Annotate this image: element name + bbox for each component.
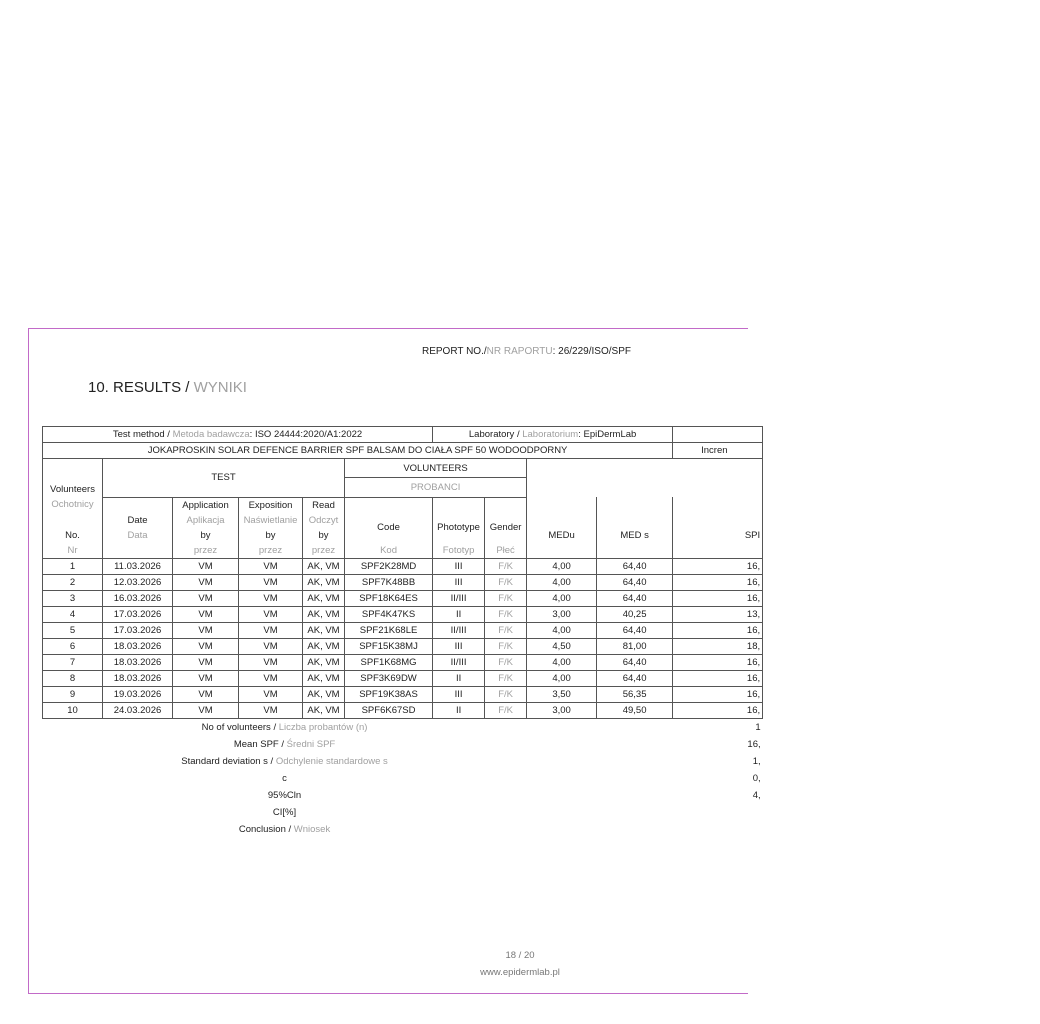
row-date: 11.03.2026 [103, 558, 173, 574]
row-date: 18.03.2026 [103, 670, 173, 686]
summary-row [43, 753, 763, 770]
row-application: VM [173, 638, 239, 654]
medu-header: MEDu [527, 513, 597, 559]
row-exposition: VM [239, 654, 303, 670]
row-code: SPF3K69DW [345, 670, 433, 686]
date-header-pl: Data [103, 528, 173, 543]
row-no: 7 [43, 654, 103, 670]
row-spf: 16, [673, 654, 763, 670]
row-no: 2 [43, 574, 103, 590]
row-gender: F/K [485, 638, 527, 654]
row-code: SPF2K28MD [345, 558, 433, 574]
report-number: REPORT NO./NR RAPORTU: 26/229/ISO/SPF [422, 346, 631, 357]
row-phototype: III [433, 638, 485, 654]
row-application: VM [173, 606, 239, 622]
website: www.epidermlab.pl [480, 967, 560, 978]
summary-label: CI[%] [272, 806, 297, 818]
row-spf: 18, [673, 638, 763, 654]
row-read: AK, VM [303, 558, 345, 574]
volunteers-group-header-pl: PROBANCI [345, 478, 527, 497]
row-meds: 64,40 [597, 622, 673, 638]
row-read: AK, VM [303, 606, 345, 622]
row-date: 18.03.2026 [103, 654, 173, 670]
row-code: SPF18K64ES [345, 590, 433, 606]
application-header-pl: Aplikacja [173, 513, 239, 528]
no-header-pl: Nr [43, 543, 103, 559]
application-by-pl: przez [173, 543, 239, 559]
row-gender: F/K [485, 574, 527, 590]
row-spf: 16, [673, 702, 763, 718]
date-header: Date [103, 513, 173, 528]
row-no: 4 [43, 606, 103, 622]
row-date: 19.03.2026 [103, 686, 173, 702]
gender-header: Gender [485, 513, 527, 543]
code-header-pl: Kod [345, 543, 433, 559]
row-meds: 40,25 [597, 606, 673, 622]
exposition-by-pl: przez [239, 543, 303, 559]
table-row [43, 654, 763, 670]
summary-value: 16, [747, 738, 761, 750]
row-exposition: VM [239, 702, 303, 718]
summary-row [43, 804, 763, 821]
meds-header: MED s [597, 513, 673, 559]
row-medu: 3,50 [527, 686, 597, 702]
row-date: 24.03.2026 [103, 702, 173, 718]
row-meds: 64,40 [597, 558, 673, 574]
row-phototype: III [433, 558, 485, 574]
row-read: AK, VM [303, 638, 345, 654]
row-meds: 64,40 [597, 590, 673, 606]
row-date: 16.03.2026 [103, 590, 173, 606]
row-application: VM [173, 670, 239, 686]
application-header: Application [173, 497, 239, 513]
row-application: VM [173, 686, 239, 702]
table-row [43, 590, 763, 606]
row-meds: 64,40 [597, 670, 673, 686]
row-read: AK, VM [303, 670, 345, 686]
row-application: VM [173, 702, 239, 718]
row-read: AK, VM [303, 574, 345, 590]
read-by: by [303, 528, 345, 543]
row-medu: 4,00 [527, 654, 597, 670]
table-row [43, 686, 763, 702]
row-read: AK, VM [303, 702, 345, 718]
table-row [43, 702, 763, 718]
row-code: SPF1K68MG [345, 654, 433, 670]
row-phototype: II/III [433, 622, 485, 638]
summary-value [673, 821, 763, 838]
table-row [43, 606, 763, 622]
summary-row [43, 770, 763, 787]
row-read: AK, VM [303, 622, 345, 638]
summary-value: 0, [752, 772, 761, 784]
increment-header: Incren [673, 443, 763, 459]
row-phototype: II [433, 702, 485, 718]
row-spf: 16, [673, 558, 763, 574]
row-gender: F/K [485, 622, 527, 638]
row-code: SPF15K38MJ [345, 638, 433, 654]
summary-value: 1 [755, 721, 761, 733]
row-application: VM [173, 558, 239, 574]
row-phototype: III [433, 686, 485, 702]
row-exposition: VM [239, 574, 303, 590]
row-read: AK, VM [303, 654, 345, 670]
summary-row [43, 736, 763, 753]
row-medu: 4,00 [527, 590, 597, 606]
row-spf: 16, [673, 574, 763, 590]
row-exposition: VM [239, 638, 303, 654]
row-gender: F/K [485, 670, 527, 686]
row-exposition: VM [239, 590, 303, 606]
row-gender: F/K [485, 558, 527, 574]
code-header: Code [345, 513, 433, 543]
row-no: 8 [43, 670, 103, 686]
read-by-pl: przez [303, 543, 345, 559]
test-method: Test method / Metoda badawcza: ISO 24444:2020/A1:2022 [43, 427, 433, 443]
row-exposition: VM [239, 622, 303, 638]
row-spf: 16, [673, 622, 763, 638]
table-row [43, 558, 763, 574]
section-title: 10. RESULTS / WYNIKI [88, 379, 247, 396]
laboratory: Laboratory / Laboratorium: EpiDermLab [433, 427, 673, 443]
summary-label: No of volunteers / Liczba probantów (n) [201, 721, 368, 733]
volunteers-group-header: VOLUNTEERS [345, 459, 527, 478]
row-gender: F/K [485, 590, 527, 606]
no-header: No. [43, 528, 103, 543]
row-no: 5 [43, 622, 103, 638]
row-meds: 49,50 [597, 702, 673, 718]
row-gender: F/K [485, 702, 527, 718]
exposition-header-pl: Naświetlanie [239, 513, 303, 528]
row-medu: 4,00 [527, 622, 597, 638]
row-exposition: VM [239, 670, 303, 686]
summary-row [43, 718, 763, 736]
row-medu: 4,50 [527, 638, 597, 654]
test-header: TEST [103, 459, 345, 498]
row-code: SPF4K47KS [345, 606, 433, 622]
row-spf: 13, [673, 606, 763, 622]
row-meds: 81,00 [597, 638, 673, 654]
row-read: AK, VM [303, 686, 345, 702]
row-no: 1 [43, 558, 103, 574]
row-date: 12.03.2026 [103, 574, 173, 590]
row-phototype: II/III [433, 590, 485, 606]
exposition-header: Exposition [239, 497, 303, 513]
application-by: by [173, 528, 239, 543]
row-gender: F/K [485, 686, 527, 702]
row-meds: 64,40 [597, 574, 673, 590]
row-code: SPF21K68LE [345, 622, 433, 638]
row-application: VM [173, 590, 239, 606]
row-spf: 16, [673, 686, 763, 702]
row-medu: 4,00 [527, 670, 597, 686]
row-code: SPF19K38AS [345, 686, 433, 702]
row-date: 18.03.2026 [103, 638, 173, 654]
summary-value: 1, [752, 755, 761, 767]
row-phototype: II [433, 670, 485, 686]
row-meds: 64,40 [597, 654, 673, 670]
row-exposition: VM [239, 606, 303, 622]
phototype-header: Phototype [433, 513, 485, 543]
summary-value [673, 804, 763, 821]
row-gender: F/K [485, 654, 527, 670]
summary-row [43, 821, 763, 838]
row-code: SPF7K48BB [345, 574, 433, 590]
summary-label: 95%Cln [267, 789, 302, 801]
spf-header: SPI [673, 513, 763, 559]
read-header-pl: Odczyt [303, 513, 345, 528]
row-medu: 4,00 [527, 558, 597, 574]
row-spf: 16, [673, 590, 763, 606]
exposition-by: by [239, 528, 303, 543]
product-name: JOKAPROSKIN SOLAR DEFENCE BARRIER SPF BALSAM DO CIAŁA SPF 50 WODOODPORNY [43, 443, 673, 459]
row-exposition: VM [239, 558, 303, 574]
table-row [43, 670, 763, 686]
row-phototype: III [433, 574, 485, 590]
row-application: VM [173, 622, 239, 638]
row-no: 3 [43, 590, 103, 606]
summary-row [43, 787, 763, 804]
row-read: AK, VM [303, 590, 345, 606]
summary-value: 4, [752, 789, 761, 801]
row-medu: 4,00 [527, 574, 597, 590]
row-application: VM [173, 654, 239, 670]
row-meds: 56,35 [597, 686, 673, 702]
row-phototype: II/III [433, 654, 485, 670]
summary-label: Mean SPF / Średni SPF [233, 738, 336, 750]
volunteers-header-pl: Ochotnicy [43, 497, 103, 513]
row-date: 17.03.2026 [103, 606, 173, 622]
table-row [43, 574, 763, 590]
summary-label: c [282, 772, 287, 784]
row-no: 10 [43, 702, 103, 718]
row-no: 9 [43, 686, 103, 702]
volunteers-header: Volunteers [43, 459, 103, 498]
row-code: SPF6K67SD [345, 702, 433, 718]
gender-header-pl: Płeć [485, 543, 527, 559]
row-gender: F/K [485, 606, 527, 622]
page-number: 18 / 20 [505, 950, 535, 961]
phototype-header-pl: Fototyp [433, 543, 485, 559]
summary-label: Standard deviation s / Odchylenie standardowe s [181, 755, 388, 767]
row-no: 6 [43, 638, 103, 654]
row-date: 17.03.2026 [103, 622, 173, 638]
table-row [43, 638, 763, 654]
row-exposition: VM [239, 686, 303, 702]
row-spf: 16, [673, 670, 763, 686]
row-medu: 3,00 [527, 702, 597, 718]
summary-label: Conclusion / Wniosek [238, 823, 331, 835]
row-application: VM [173, 574, 239, 590]
row-medu: 3,00 [527, 606, 597, 622]
row-phototype: II [433, 606, 485, 622]
results-table [42, 426, 763, 838]
read-header: Read [303, 497, 345, 513]
table-row [43, 622, 763, 638]
